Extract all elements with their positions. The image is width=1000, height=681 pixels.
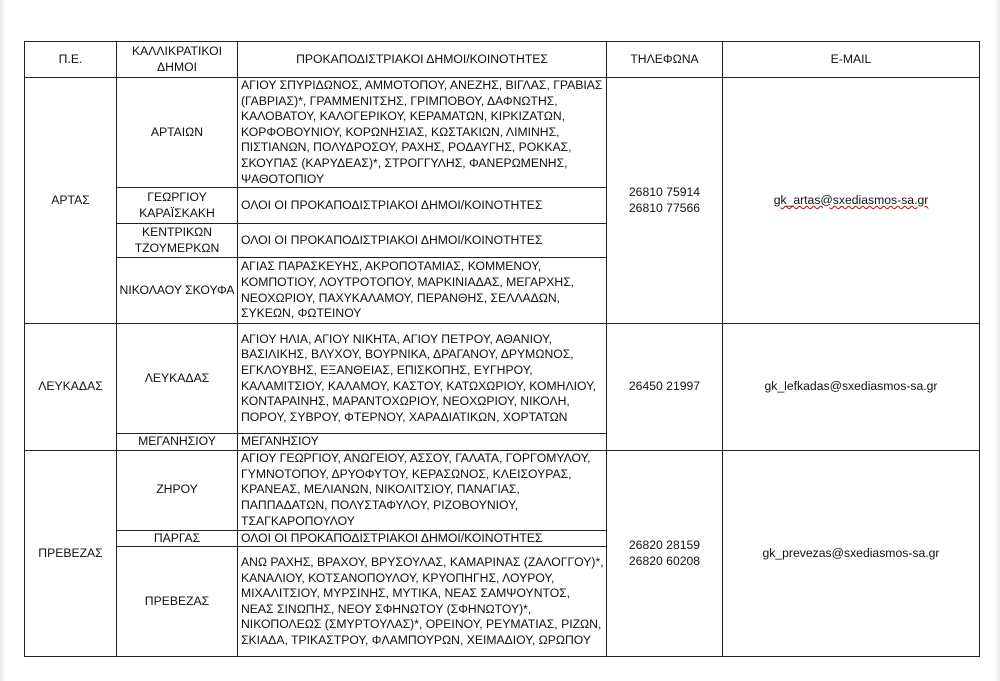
koinotites-cell: ΟΛΟΙ ΟΙ ΠΡΟΚΑΠΟΔΙΣΤΡΙΑΚΟΙ ΔΗΜΟΙ/ΚΟΙΝΟΤΗΤΕΣ bbox=[238, 530, 607, 547]
dimos-cell: ΖΗΡΟΥ bbox=[117, 450, 238, 530]
email-link[interactable]: gk_lefkadas@sxediasmos-sa.gr bbox=[764, 379, 938, 394]
koinotites-cell: ΜΕΓΑΝΗΣΙΟΥ bbox=[238, 434, 607, 451]
contacts-table bbox=[24, 41, 980, 657]
table-row bbox=[25, 324, 980, 434]
email-link[interactable]: gk_artas@sxediasmos-sa.gr bbox=[773, 192, 929, 207]
phone-number: 26820 60208 bbox=[628, 553, 701, 568]
dimos-cell: ΑΡΤΑΙΩΝ bbox=[117, 78, 238, 188]
email-cell[interactable] bbox=[723, 450, 980, 657]
koinotites-cell: ΟΛΟΙ ΟΙ ΠΡΟΚΑΠΟΔΙΣΤΡΙΑΚΟΙ ΔΗΜΟΙ/ΚΟΙΝΟΤΗΤΕΣ bbox=[238, 224, 607, 258]
email-cell[interactable] bbox=[723, 324, 980, 451]
table-row bbox=[25, 450, 980, 530]
phone-number: 26450 21997 bbox=[628, 379, 701, 394]
phone-number: 26810 75914 bbox=[628, 184, 701, 199]
dimos-cell: ΚΕΝΤΡΙΚΩΝ ΤΖΟΥΜΕΡΚΩΝ bbox=[117, 224, 238, 258]
dimos-cell: ΛΕΥΚΑΔΑΣ bbox=[117, 324, 238, 434]
pe-cell: ΛΕΥΚΑΔΑΣ bbox=[25, 324, 117, 451]
table-row bbox=[25, 78, 980, 188]
pe-cell: ΑΡΤΑΣ bbox=[25, 78, 117, 324]
email-link[interactable]: gk_prevezas@sxediasmos-sa.gr bbox=[762, 545, 940, 560]
header-phones: ΤΗΛΕΦΩΝΑ bbox=[607, 42, 723, 78]
header-koinotites: ΠΡΟΚΑΠΟΔΙΣΤΡΙΑΚΟΙ ΔΗΜΟΙ/ΚΟΙΝΟΤΗΤΕΣ bbox=[238, 42, 607, 78]
koinotites-cell: ΑΓΙΟΥ ΣΠΥΡΙΔΩΝΟΣ, ΑΜΜΟΤΟΠΟΥ, ΑΝΕΖΗΣ, ΒΙΓΛΑΣ, ΓΡΑΒΙΑΣ (ΓΑΒΡΙΑΣ)*, ΓΡΑΜΜΕΝΙΤΣΗΣ, ΓΡΙΜΠΟΒΟΥ, ΔΑΦΝΩΤΗΣ, ΚΑΛΟΒΑΤΟΥ, ΚΑΛΟΓΕΡΙΚΟΥ, ΚΕΡΑΜΑΤΩΝ, ΚΙΡΚΙΖΑΤΩΝ, ΚΟΡΦΟΒΟΥΝΙΟΥ, ΚΟΡΩΝΗΣΙΑΣ, ΚΩΣΤΑΚΙΩΝ, ΛΙΜΙΝΗΣ, ΠΙΣΤΙΑΝΩΝ, ΠΟΛΥΔΡΟΣΟΥ, ΡΑΧΗΣ, ΡΟΔΑΥΓΗΣ, ΡΟΚΚΑΣ, ΣΚΟΥΠΑΣ (ΚΑΡΥΔΕΑΣ)*, ΣΤΡΟΓΓΥΛΗΣ, ΦΑΝΕΡΩΜΕΝΗΣ, ΨΑΘΟΤΟΠΙΟΥ bbox=[238, 78, 607, 188]
header-row bbox=[25, 42, 980, 78]
dimos-cell: ΜΕΓΑΝΗΣΙΟΥ bbox=[117, 434, 238, 451]
phones-cell bbox=[607, 324, 723, 451]
koinotites-cell: ΑΓΙΟΥ ΓΕΩΡΓΙΟΥ, ΑΝΩΓΕΙΟΥ, ΑΣΣΟΥ, ΓΑΛΑΤΑ, ΓΟΡΓΟΜΥΛΟΥ, ΓΥΜΝΟΤΟΠΟΥ, ΔΡΥΟΦΥΤΟΥ, ΚΕΡΑΣΩΝΟΣ, ΚΛΕΙΣΟΥΡΑΣ, ΚΡΑΝΕΑΣ, ΜΕΛΙΑΝΩΝ, ΝΙΚΟΛΙΤΣΙΟΥ, ΠΑΝΑΓΙΑΣ, ΠΑΠΠΑΔΑΤΩΝ, ΠΟΛΥΣΤΑΦΥΛΟΥ, ΡΙΖΟΒΟΥΝΙΟΥ, ΤΣΑΓΚΑΡΟΠΟΥΛΟΥ bbox=[238, 450, 607, 530]
koinotites-cell: ΑΓΙΟΥ ΗΛΙΑ, ΑΓΙΟΥ ΝΙΚΗΤΑ, ΑΓΙΟΥ ΠΕΤΡΟΥ, ΑΘΑΝΙΟΥ, ΒΑΣΙΛΙΚΗΣ, ΒΛΥΧΟΥ, ΒΟΥΡΝΙΚΑ, ΔΡΑΓΑΝΟΥ, ΔΡΥΜΩΝΟΣ, ΕΓΚΛΟΥΒΗΣ, ΕΞΑΝΘΕΙΑΣ, ΕΠΙΣΚΟΠΗΣ, ΕΥΓΗΡΟΥ, ΚΑΛΑΜΙΤΣΙΟΥ, ΚΑΛΑΜΟΥ, ΚΑΣΤΟΥ, ΚΑΤΩΧΩΡΙΟΥ, ΚΟΜΗΛΙΟΥ, ΚΟΝΤΑΡΑΙΝΗΣ, ΜΑΡΑΝΤΟΧΩΡΙΟΥ, ΝΕΟΧΩΡΙΟΥ, ΝΙΚΟΛΗ, ΠΟΡΟΥ, ΣΥΒΡΟΥ, ΦΤΕΡΝΟΥ, ΧΑΡΑΔΙΑΤΙΚΩΝ, ΧΟΡΤΑΤΩΝ bbox=[238, 324, 607, 434]
header-dimoi: ΚΑΛΛΙΚΡΑΤΙΚΟΙ ΔΗΜΟΙ bbox=[117, 42, 238, 78]
koinotites-cell: ΑΝΩ ΡΑΧΗΣ, ΒΡΑΧΟΥ, ΒΡΥΣΟΥΛΑΣ, ΚΑΜΑΡΙΝΑΣ (ΖΑΛΟΓΓΟΥ)*, ΚΑΝΑΛΙΟΥ, ΚΟΤΣΑΝΟΠΟΥΛΟΥ, ΚΡΥΟΠΗΓΗΣ, ΛΟΥΡΟΥ, ΜΙΧΑΛΙΤΣΙΟΥ, ΜΥΡΣΙΝΗΣ, ΜΥΤΙΚΑ, ΝΕΑΣ ΣΑΜΨΟΥΝΤΟΣ, ΝΕΑΣ ΣΙΝΩΠΗΣ, ΝΕΟΥ ΣΦΗΝΩΤΟΥ (ΣΦΗΝΩΤΟΥ)*, ΝΙΚΟΠΟΛΕΩΣ (ΣΜΥΡΤΟΥΛΑΣ)*, ΟΡΕΙΝΟΥ, ΡΕΥΜΑΤΙΑΣ, ΡΙΖΩΝ, ΣΚΙΑΔΑ, ΤΡΙΚΑΣΤΡΟΥ, ΦΛΑΜΠΟΥΡΩΝ, ΧΕΙΜΑΔΙΟΥ, ΩΡΩΠΟΥ bbox=[238, 547, 607, 657]
email-cell[interactable] bbox=[723, 78, 980, 324]
dimos-cell: ΓΕΩΡΓΙΟΥ ΚΑΡΑΪΣΚΑΚΗ bbox=[117, 188, 238, 224]
koinotites-cell: ΟΛΟΙ ΟΙ ΠΡΟΚΑΠΟΔΙΣΤΡΙΑΚΟΙ ΔΗΜΟΙ/ΚΟΙΝΟΤΗΤΕΣ bbox=[238, 188, 607, 224]
dimos-cell: ΠΑΡΓΑΣ bbox=[117, 530, 238, 547]
dimos-cell: ΠΡΕΒΕΖΑΣ bbox=[117, 547, 238, 657]
header-pe: Π.Ε. bbox=[25, 42, 117, 78]
pe-cell: ΠΡΕΒΕΖΑΣ bbox=[25, 450, 117, 657]
phones-cell bbox=[607, 78, 723, 324]
phone-number: 26810 77566 bbox=[628, 200, 701, 215]
dimos-cell: ΝΙΚΟΛΑΟΥ ΣΚΟΥΦΑ bbox=[117, 258, 238, 324]
phone-number: 26820 28159 bbox=[628, 537, 701, 552]
phones-cell bbox=[607, 450, 723, 657]
header-email: E-MAIL bbox=[723, 42, 980, 78]
koinotites-cell: ΑΓΙΑΣ ΠΑΡΑΣΚΕΥΗΣ, ΑΚΡΟΠΟΤΑΜΙΑΣ, ΚΟΜΜΕΝΟΥ, ΚΟΜΠΟΤΙΟΥ, ΛΟΥΤΡΟΤΟΠΟΥ, ΜΑΡΚΙΝΙΑΔΑΣ, ΜΕΓΑΡΧΗΣ, ΝΕΟΧΩΡΙΟΥ, ΠΑΧΥΚΑΛΑΜΟΥ, ΠΕΡΑΝΘΗΣ, ΣΕΛΛΑΔΩΝ, ΣΥΚΕΩΝ, ΦΩΤΕΙΝΟΥ bbox=[238, 258, 607, 324]
